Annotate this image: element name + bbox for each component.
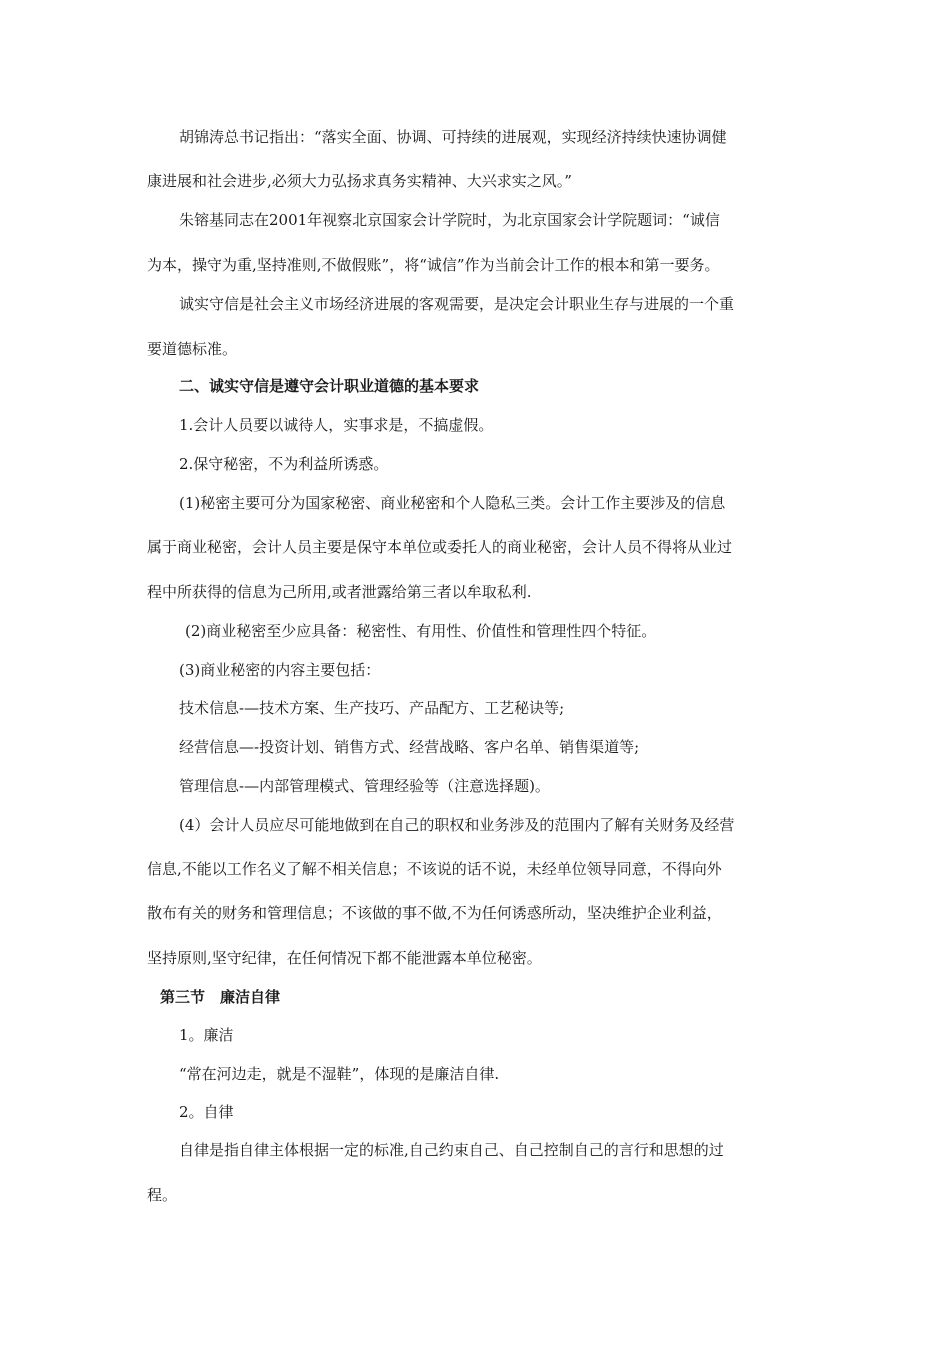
paragraph-line: 程中所获得的信息为己所用,或者泄露给第三者以牟取私利. [147, 583, 532, 601]
paragraph-line: “常在河边走，就是不湿鞋”，体现的是廉洁自律. [179, 1065, 500, 1083]
list-item: 1。廉洁 [179, 1026, 234, 1044]
list-item: 1.会计人员要以诚待人，实事求是，不搞虚假。 [179, 416, 494, 434]
list-item: (2)商业秘密至少应具备：秘密性、有用性、价值性和管理性四个特征。 [185, 622, 657, 640]
list-item: 经营信息—-投资计划、销售方式、经营战略、客户名单、销售渠道等; [179, 738, 640, 756]
list-item: 管理信息-—内部管理模式、管理经验等（注意选择题)。 [179, 777, 550, 795]
section-heading: 二、诚实守信是遵守会计职业道德的基本要求 [179, 377, 480, 395]
paragraph-line: 诚实守信是社会主义市场经济进展的客观需要，是决定会计职业生存与进展的一个重 [179, 295, 735, 313]
paragraph-line: 散布有关的财务和管理信息；不该做的事不做,不为任何诱惑所动，坚决维护企业利益， [147, 904, 722, 922]
chapter-heading: 第三节 廉洁自律 [160, 988, 281, 1006]
paragraph-line: 要道德标准。 [147, 340, 238, 358]
paragraph-line: 自律是指自律主体根据一定的标准,自己约束自己、自己控制自己的言行和思想的过 [179, 1141, 724, 1159]
paragraph-line: 程。 [147, 1186, 178, 1204]
paragraph-line: (4）会计人员应尽可能地做到在自己的职权和业务涉及的范围内了解有关财务及经营 [179, 816, 735, 834]
list-item: 技术信息-—技术方案、生产技巧、产品配方、工艺秘诀等; [179, 699, 565, 717]
list-item: (3)商业秘密的内容主要包括： [179, 661, 381, 679]
paragraph-line: 朱镕基同志在2001年视察北京国家会计学院时，为北京国家会计学院题词：“诚信 [179, 211, 720, 229]
list-item: 2.保守秘密，不为利益所诱惑。 [179, 455, 389, 473]
list-item: 2。自律 [179, 1103, 234, 1121]
paragraph-line: 胡锦涛总书记指出：“落实全面、协调、可持续的进展观，实现经济持续快速协调健 [179, 128, 727, 146]
paragraph-line: (1)秘密主要可分为国家秘密、商业秘密和个人隐私三类。会计工作主要涉及的信息 [179, 494, 726, 512]
paragraph-line: 为本，操守为重,坚持准则,不做假账”，将“诚信”作为当前会计工作的根本和第一要务。 [147, 256, 720, 274]
paragraph-line: 坚持原则,坚守纪律，在任何情况下都不能泄露本单位秘密。 [147, 949, 542, 967]
paragraph-line: 信息,不能以工作名义了解不相关信息；不该说的话不说，未经单位领导同意，不得向外 [147, 860, 722, 878]
paragraph-line: 康进展和社会进步,必须大力弘扬求真务实精神、大兴求实之风。” [147, 172, 572, 190]
paragraph-line: 属于商业秘密，会计人员主要是保守本单位或委托人的商业秘密，会计人员不得将从业过 [147, 538, 733, 556]
